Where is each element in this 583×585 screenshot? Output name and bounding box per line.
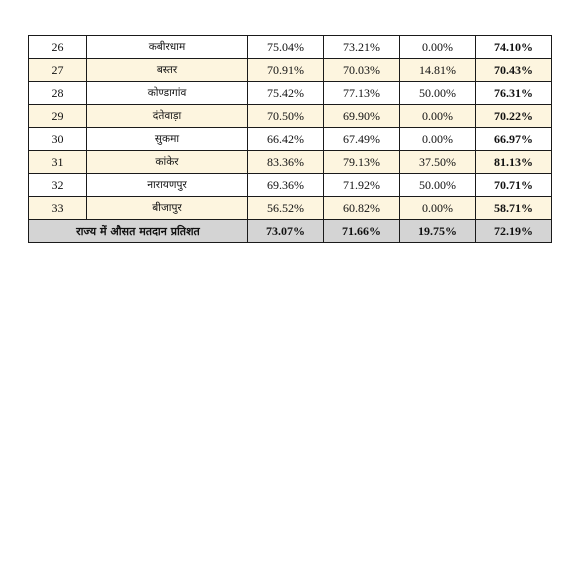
serial-number-cell: 32 [29,174,87,197]
percentage-cell-2: 77.13% [324,82,400,105]
table-body [29,36,552,243]
turnout-table [28,35,552,243]
district-name-cell: कांकेर [87,151,248,174]
state-average-cell-2: 71.66% [324,220,400,243]
table-row [29,128,552,151]
percentage-cell-3: 0.00% [400,105,476,128]
percentage-cell-1: 83.36% [248,151,324,174]
serial-number-cell: 28 [29,82,87,105]
serial-number-cell: 31 [29,151,87,174]
serial-number-cell: 27 [29,59,87,82]
state-average-row [29,220,552,243]
percentage-cell-2: 69.90% [324,105,400,128]
total-percentage-cell: 76.31% [476,82,552,105]
district-name-cell: बीजापुर [87,197,248,220]
serial-number-cell: 26 [29,36,87,59]
percentage-cell-2: 60.82% [324,197,400,220]
percentage-cell-1: 69.36% [248,174,324,197]
total-percentage-cell: 70.43% [476,59,552,82]
serial-number-cell: 33 [29,197,87,220]
percentage-cell-2: 73.21% [324,36,400,59]
percentage-cell-3: 14.81% [400,59,476,82]
percentage-cell-3: 0.00% [400,197,476,220]
district-name-cell: कबीरधाम [87,36,248,59]
state-average-total: 72.19% [476,220,552,243]
table-row [29,197,552,220]
state-average-cell-1: 73.07% [248,220,324,243]
percentage-cell-3: 37.50% [400,151,476,174]
percentage-cell-3: 50.00% [400,82,476,105]
table-row [29,174,552,197]
total-percentage-cell: 66.97% [476,128,552,151]
percentage-cell-1: 70.50% [248,105,324,128]
percentage-cell-3: 50.00% [400,174,476,197]
total-percentage-cell: 70.71% [476,174,552,197]
table-row [29,36,552,59]
state-average-cell-3: 19.75% [400,220,476,243]
percentage-cell-1: 75.04% [248,36,324,59]
district-name-cell: बस्तर [87,59,248,82]
percentage-cell-2: 71.92% [324,174,400,197]
table-row [29,82,552,105]
table-row [29,105,552,128]
district-name-cell: सुकमा [87,128,248,151]
percentage-cell-2: 79.13% [324,151,400,174]
table-row [29,59,552,82]
percentage-cell-2: 67.49% [324,128,400,151]
district-name-cell: कोण्डागांव [87,82,248,105]
district-name-cell: दंतेवाड़ा [87,105,248,128]
serial-number-cell: 29 [29,105,87,128]
percentage-cell-2: 70.03% [324,59,400,82]
total-percentage-cell: 70.22% [476,105,552,128]
percentage-cell-1: 70.91% [248,59,324,82]
state-average-label: राज्य में औसत मतदान प्रतिशत [29,220,248,243]
total-percentage-cell: 58.71% [476,197,552,220]
percentage-cell-1: 66.42% [248,128,324,151]
total-percentage-cell: 74.10% [476,36,552,59]
percentage-cell-3: 0.00% [400,36,476,59]
percentage-cell-1: 75.42% [248,82,324,105]
total-percentage-cell: 81.13% [476,151,552,174]
serial-number-cell: 30 [29,128,87,151]
district-name-cell: नारायणपुर [87,174,248,197]
table-row [29,151,552,174]
percentage-cell-3: 0.00% [400,128,476,151]
percentage-cell-1: 56.52% [248,197,324,220]
